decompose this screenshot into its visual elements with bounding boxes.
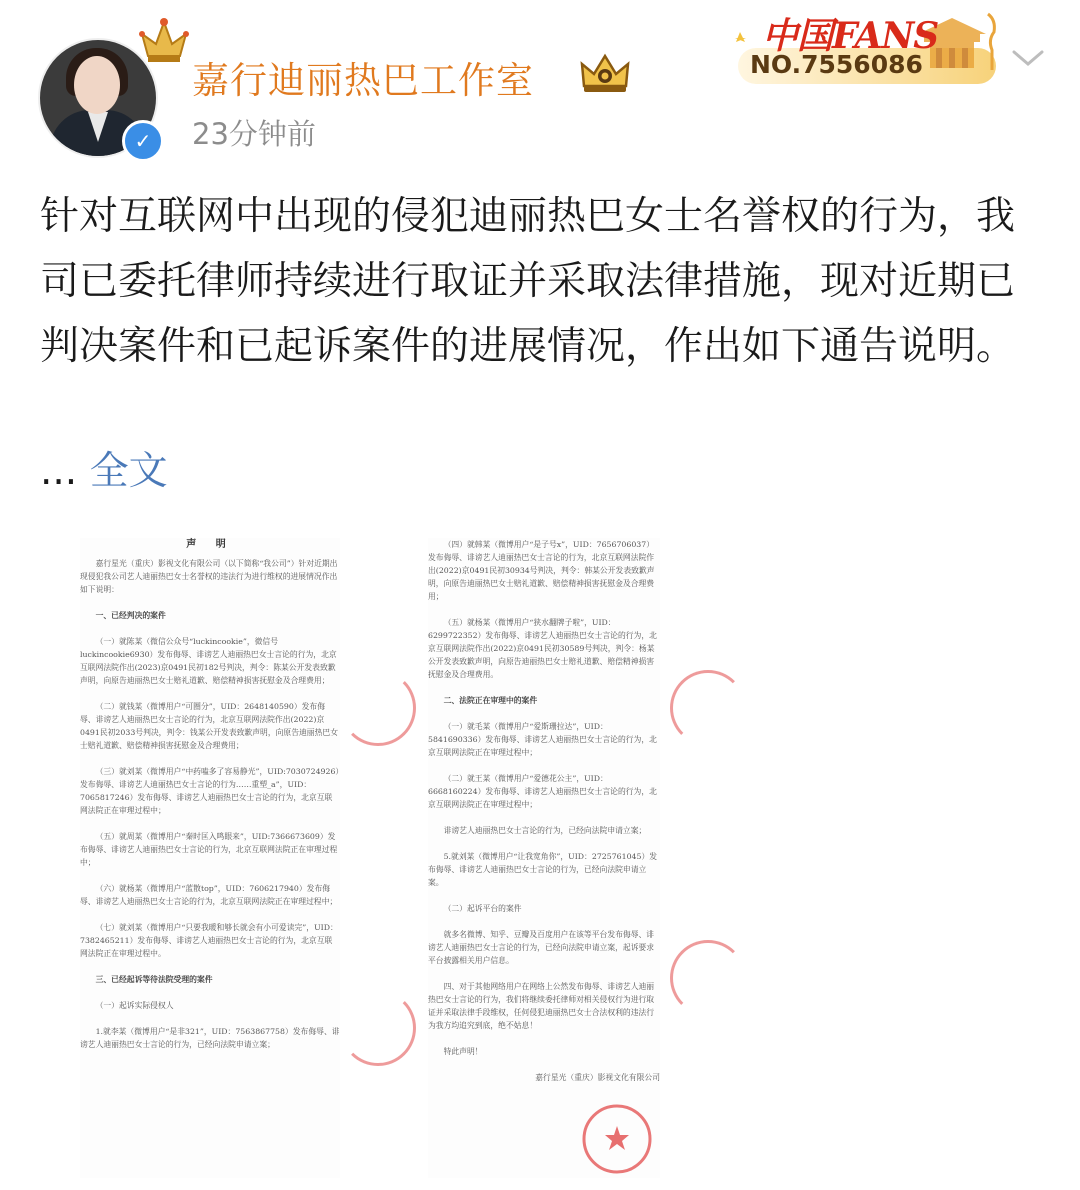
document-heading: 一、已经判决的案件 <box>95 611 166 620</box>
document-paragraph: （四）就韩某（微博用户“是子号x”，UID：7656706037）发布侮辱、诽谤艺人迪丽热巴女士言论的行为，北京互联网法院作出(2022)京0491民初30934号判决，判令：韩某公开发表致歉声明，向原告迪丽热巴女士赔礼道歉、赔偿精神损害抚慰金及合理费用； <box>428 540 655 601</box>
document-paragraph: （一）就陈某（微信公众号“luckincookie”，微信号luckincookie6930）发布侮辱、诽谤艺人迪丽热巴女士言论的行为，北京互联网法院作出(2023)京0491民初182号判决，判令：陈某公开发表致歉声明，向原告迪丽热巴女士赔礼道歉、赔偿精神损害抚慰金及合理费用； <box>80 637 337 685</box>
document-paragraph: （六）就杨某（微博用户“蓝散top”，UID：7606217940）发布侮辱、诽谤艺人迪丽热巴女士言论的行为，北京互联网法院正在审理过程中； <box>80 884 338 906</box>
document-paragraph: （三）就刘某（微博用户“中药嗑多了容易静光”，UID:7030724926）发布侮辱、诽谤艺人迪丽热巴女士言论的行为……重塑_a”，UID：7065817246）发布侮辱、诽谤艺人迪丽热巴女士言论的行为，北京互联网法院正在审理过程中； <box>80 767 340 815</box>
avatar-frame-decoration-icon <box>134 16 196 72</box>
document-title: 声 明 <box>186 539 234 550</box>
author-name[interactable]: 嘉行迪丽热巴工作室 <box>192 59 534 102</box>
document-closing: 特此声明！ <box>443 1047 483 1056</box>
document-page-left <box>80 538 340 1178</box>
document-paragraph: （七）就刘某（微博用户“只要我暖和够长就会有小可爱读完”，UID：7382465211）发布侮辱、诽谤艺人迪丽热巴女士言论的行为，北京互联网法院正在审理过程中。 <box>80 923 338 958</box>
document-heading: 二、法院正在审理中的案件 <box>443 696 538 705</box>
document-paragraph: 诽谤艺人迪丽热巴女士言论的行为，已经向法院申请立案； <box>443 826 647 835</box>
company-seal-icon <box>580 1102 654 1176</box>
document-paragraph: （二）起诉平台的案件 <box>443 904 522 913</box>
document-paragraph: （一）就毛某（微博用户“爱斯珊拉达”，UID：5841690336）发布侮辱、诽谤艺人迪丽热巴女士言论的行为，北京互联网法院正在审理过程中； <box>428 722 657 757</box>
document-heading: 三、已经起诉等待法院受理的案件 <box>95 975 213 984</box>
read-more <box>40 440 168 496</box>
full-text-link[interactable]: 全文 <box>89 449 168 494</box>
fans-badge-number: NO.7556086 <box>750 50 923 79</box>
vip-crown-icon[interactable] <box>578 52 632 96</box>
document-paragraph: 四、对于其他网络用户在网络上公然发布侮辱、诽谤艺人迪丽热巴女士言论的行为，我们将继续委托律师对相关侵权行为进行取证并采取法律手段维权，任何侵犯迪丽热巴女士合法权利的违法行为我方均追究到底，绝不姑息！ <box>428 982 655 1030</box>
document-intro: 嘉行星光（重庆）影视文化有限公司（以下简称“我公司”）针对近期出现侵犯我公司艺人迪丽热巴女士名誉权的违法行为进行维权的进展情况作出如下说明： <box>80 559 338 594</box>
document-paragraph: 5.就刘某（微博用户“让我宽角你”，UID：2725761045）发布侮辱、诽谤艺人迪丽热巴女士言论的行为，已经向法院申请立案。 <box>428 852 658 887</box>
fans-badge-title: 中国FANS <box>762 15 939 57</box>
document-paragraph: 1.就李某（微博用户“是非321”，UID：7563867758）发布侮辱、诽谤艺人迪丽热巴女士言论的行为，已经向法院申请立案； <box>80 1027 340 1049</box>
post-text: 针对互联网中出现的侵犯迪丽热巴女士名誉权的行为，我司已委托律师持续进行取证并采取法律措施，现对近期已判决案件和已起诉案件的进展情况，作出如下通告说明。 <box>40 194 1016 369</box>
document-paragraph: （二）就钱某（微博用户“可圈分”，UID：2648140590）发布侮辱、诽谤艺人迪丽热巴女士言论的行为，北京互联网法院作出(2022)京0491民初2033号判决，判令：钱某公开发表致歉声明，向原告迪丽热巴女士赔礼道歉、赔偿精神损害抚慰金及合理费用； <box>80 702 338 750</box>
document-paragraph: （一）起诉实际侵权人 <box>95 1001 174 1010</box>
document-paragraph: （二）就王某（微博用户“爱德花公主”，UID：6668160224）发布侮辱、诽谤艺人迪丽热巴女士言论的行为，北京互联网法院正在审理过程中； <box>428 774 657 809</box>
document-signature: 嘉行星光（重庆）影视文化有限公司 <box>535 1073 660 1082</box>
verified-check-icon: ✓ <box>122 120 164 162</box>
document-image[interactable] <box>40 520 1040 1190</box>
document-page-right <box>428 538 660 1178</box>
more-ellipsis: ... <box>40 449 78 494</box>
seal-stamp-icon <box>340 990 416 1066</box>
seal-stamp-icon <box>670 670 746 746</box>
document-paragraph: （五）就周某（微博用户“秦时匡入鸣眼来”，UID:7366673609）发布侮辱、诽谤艺人迪丽热巴女士言论的行为，北京互联网法院正在审理过程中； <box>80 832 338 867</box>
document-paragraph: （五）就杨某（微博用户“狭水翻牌子啦”，UID：6299722352）发布侮辱、诽谤艺人迪丽热巴女士言论的行为，北京互联网法院作出(2022)京0491民初30589号判决，判令：杨某公开发表致歉声明，向原告迪丽热巴女士赔礼道歉、赔偿精神损害抚慰金及合理费用。 <box>428 618 657 679</box>
post-time: 23分钟前 <box>192 117 316 151</box>
seal-stamp-icon <box>340 670 416 746</box>
seal-stamp-icon <box>670 940 746 1016</box>
chevron-down-icon[interactable] <box>1010 46 1046 70</box>
document-paragraph: 就多名微博、知乎、豆瓣及百度用户在该等平台发布侮辱、诽谤艺人迪丽热巴女士言论的行为，已经向法院申请立案，起诉要求平台披露相关用户信息。 <box>428 930 655 965</box>
avatar[interactable] <box>38 38 158 158</box>
